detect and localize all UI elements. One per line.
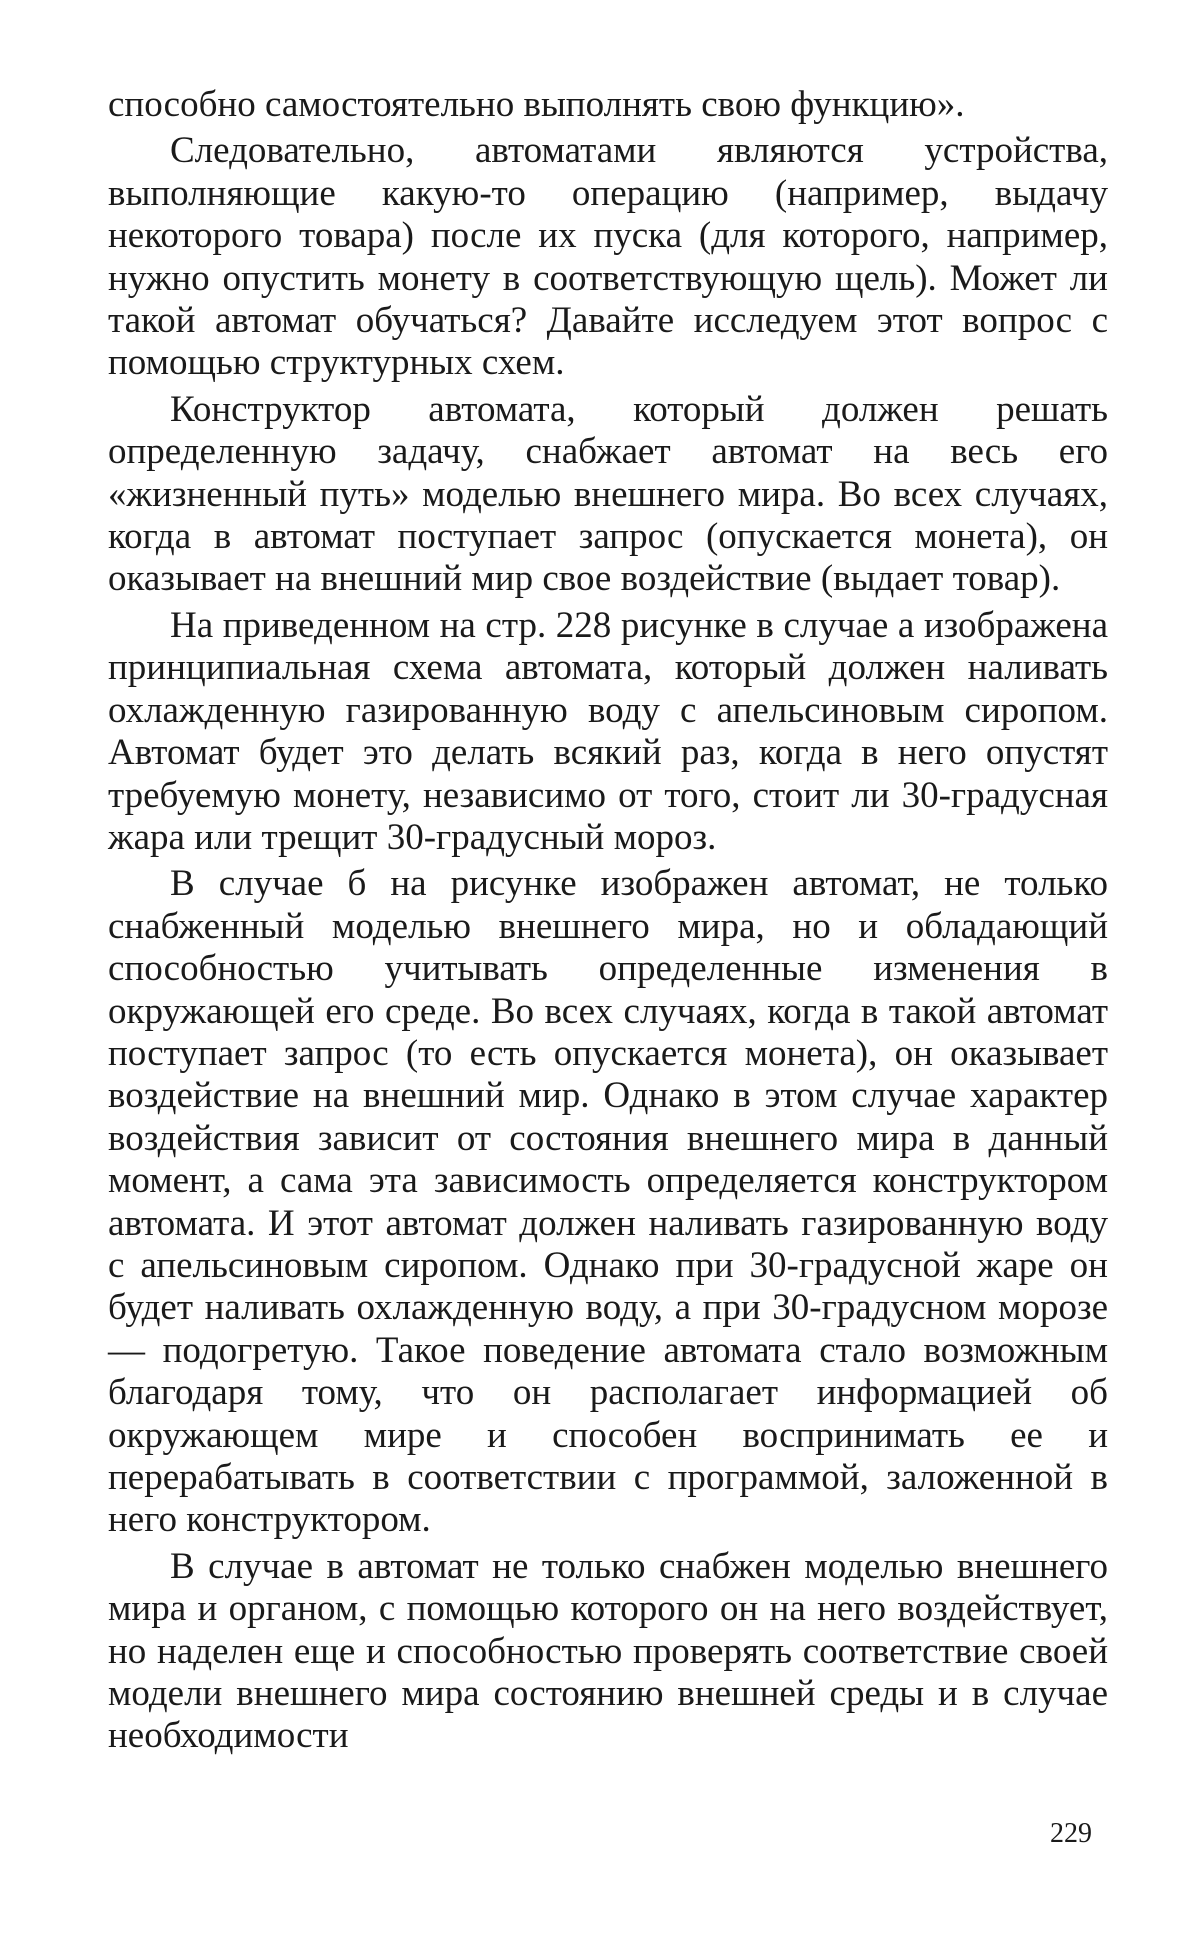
page-number: 229 bbox=[1050, 1818, 1092, 1849]
paragraph-6: В случае в автомат не только снабжен моделью внешнего мира и органом, с помощью которого он на него воздействует, но наделен еще и способностью проверять соответствие своей модели внешнего мира состоянию внешней среды и в случае необходимости bbox=[108, 1545, 1108, 1757]
paragraph-4: На приведенном на стр. 228 рисунке в случае а изображена принципиальная схема автомата, который должен наливать охлажденную газированную воду с апельсиновым сиропом. Автомат будет это делать всякий раз, когда в него опустят требуемую монету, независимо от того, стоит ли 30-градусная жара или трещит 30-градусный мороз. bbox=[108, 604, 1108, 858]
page-body bbox=[108, 84, 1108, 1758]
paragraph-2: Следовательно, автоматами являются устройства, выполняющие какую-то операцию (например, выдачу некоторого товара) после их пуска (для которого, например, нужно опустить монету в соответствующую щель). Может ли такой автомат обучаться? Давайте исследуем этот вопрос с помощью структурных схем. bbox=[108, 130, 1108, 384]
paragraph-1: способно самостоятельно выполнять свою функцию». bbox=[108, 84, 965, 125]
paragraph-5: В случае б на рисунке изображен автомат, не только снабженный моделью внешнего мира, но и обладающий способностью учитывать определенные изменения в окружающей его среде. Во всех случаях, когда в такой автомат поступает запрос (то есть опускается монета), он оказывает воздействие на внешний мир. Однако в этом случае характер воздействия зависит от состояния внешнего мира в данный момент, а сама эта зависимость определяется конструктором автомата. И этот автомат должен наливать газированную воду с апельсиновым сиропом. Однако при 30-градусной жаре он будет наливать охлажденную воду, а при 30-градусном морозе — подогретую. Такое поведение автомата стало возможным благодаря тому, что он располагает информацией об окружающем мире и способен воспринимать ее и перерабатывать в соответствии с программой, заложенной в него конструктором. bbox=[108, 863, 1108, 1541]
paragraph-3: Конструктор автомата, который должен решать определенную задачу, снабжает автомат на весь его «жизненный путь» моделью внешнего мира. Во всех случаях, когда в автомат поступает запрос (опускается монета), он оказывает на внешний мир свое воздействие (выдает товар). bbox=[108, 388, 1108, 600]
